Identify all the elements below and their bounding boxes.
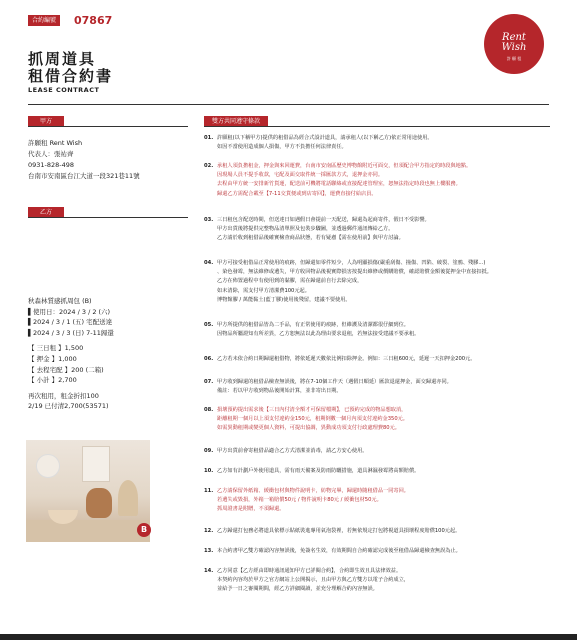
rule-text: 本合約書甲乙雙方確認內容無誤後，免簽名生效，有效期間自合約確認完成後至租借品歸還檢查無誤為止。 — [217, 548, 461, 554]
rule-text: 乙方歸還打包務必將道具依標示貼紙裝進專用氣泡袋裡，若無依規定打包將視道具損壞程度賠償100元起。 — [217, 528, 461, 534]
rule-text: 乙方若未依合約日期歸還租借物，將依延遲天數依比例扣除押金。例如：三日租600元，延遲一天扣押金200元。 — [217, 356, 476, 362]
rule-number: 13. — [204, 548, 214, 554]
rule-text: 甲方可接受租借品正常使用的痕跡，但歸還如零件短少，人為明顯損傷(嚴重刮傷、撞傷、凹陷、破裂、塗鴉、殘膠...) 、染色發霉，無法維修或遺失，甲方收回物品後視實際損害按提出維修或價購賠償，確認賠償金額後從押金中直接扣抵。 乙方在佈置過程中有使用到的黏膠，需在歸還前自行去除完成， 如未清除，需支付甲方清潔費100元起。 博物館膠 / 萬能黏土(藍丁膠)使用後殘留，建議不要使用。 — [217, 260, 492, 303]
rule-text: 乙方同意【乙方經由即時通訊通知甲方已詳閱合約】，合約即生效且具法律效益。 本契約內容均於甲方之官方網站上公開揭示，且由甲方與乙方雙方以電子合約成立， 並給予一日之審閱期間，經乙方詳細閱讀，並充分理解合約內容無誤。 — [217, 568, 409, 593]
party-a-divider — [28, 126, 188, 127]
rule-text: 損壞預約提出需求後【三日內付清全額才可保留檔期】，已預約完成的物品想取消， 距離租期一個月以上須支付違約金150元，租期倒數一個月內須支付違約金350元。 如需異動租期或變更個人資料，可提出協調，異動成功須支付行政處理費80元。 — [217, 407, 408, 432]
party-b-info — [28, 296, 114, 412]
logo-text-chinese: 許 願 租 — [506, 56, 522, 61]
rule-item — [204, 355, 550, 364]
rule-item — [204, 321, 550, 339]
rule-text: 乙方如有計劃戶外使用道具，需有雨天備案及防雨防曬措施，道具淋濕發霉將高額賠償。 — [217, 468, 420, 474]
rule-number: 09. — [204, 448, 214, 454]
rule-text: 許願租(以下稱甲方)提供的租借品為經合式設計道具，請承租人(以下稱乙方)依正常用途使用。 如因不當使用造成個人損傷，甲方不負擔任何法律責任。 — [217, 135, 433, 151]
rule-number: 10. — [204, 468, 214, 474]
rule-text: 甲方收到歸還的租借品檢查無誤後，將在7-10個工作天（遇假日順延）匯款退還押金，面交歸還亦同。 備註：若以甲方收到物品後開始計算，並非寄出日期。 — [217, 379, 452, 395]
photo-floor-mat — [26, 520, 150, 542]
rule-number: 04. — [204, 260, 214, 266]
rule-text: 乙方請保留外紙箱、緩衝包材與物件說明卡，紡物完畢，歸還時隨租借品一同寄回。 若遺失或毀損，外箱一箱賠償50元 / 物件說明卡80元 / 緩衝包材50元。 抓周證書是附贈，不須歸還。 — [217, 488, 409, 513]
contract-number: 07867 — [74, 14, 113, 27]
rule-number: 01. — [204, 135, 214, 141]
rule-number: 08. — [204, 407, 214, 413]
document-title: 抓周道具 — [28, 50, 97, 68]
rent-wish-logo — [484, 14, 544, 74]
header-divider — [28, 104, 549, 105]
rule-text: 承租人須負擔租金，押金與來回運費，台南市安南區歷史博物館附近可面交，但須配合甲方指定的時段與地點。 因現場人員不提手收款，宅配及面交取件統一採匯款方式，退押金亦同。 去程由甲方統一安排新竹貨運，配送前可機將電話聯絡或直接配達管理室，恕無法指定時段也無上樓服務。 歸還乙方需配合載至【7-11交貨便或到店寄回】，運費直接付給店員。 — [217, 163, 472, 197]
rule-text: 甲方所提供的租借品皆為二手品，有正常使用的痕跡，但維護及清潔都很仔細到位。 因物品所屬證知有所差異，乙方恕無法以此為理由要求退租，若無法接受建議不要承租。 — [217, 322, 420, 338]
rule-number: 12. — [204, 528, 214, 534]
rental-set-photo — [26, 440, 150, 542]
footer-bar — [0, 634, 577, 640]
delivery-date: ▌2024 / 3 / 1 (五) 宅配送達 — [28, 318, 113, 327]
rule-item — [204, 467, 550, 476]
photo-dried-plant — [118, 480, 138, 516]
rule-item — [204, 259, 550, 305]
rule-item — [204, 567, 550, 595]
party-a-phone: 0931-828-498 — [28, 161, 75, 169]
rule-number: 07. — [204, 379, 214, 385]
fee-rental: 【 三日租 】1,500 — [28, 344, 84, 353]
rule-number: 03. — [204, 217, 214, 223]
set-letter-badge: B — [137, 523, 151, 537]
document-subtitle: 租借合約書 — [28, 67, 114, 85]
rules-divider — [204, 126, 550, 127]
rule-item — [204, 487, 550, 515]
return-date: ▌2024 / 3 / 3 (日) 7-11歸還 — [28, 328, 114, 337]
rule-text: 甲方出貨前會寄租借品適合乙方式清潔並消毒，請乙方安心使用。 — [217, 448, 368, 454]
rule-text: 三日租包含配送時間，但送達日如遇假日會提前一天配送，歸還為起商寄件，假日不受影響。 甲方出貨後將提供完整物品清單照及包裝步驟圖，並透過郵件通訊傳給乙方。 乙方請於收到租借品後確實檢查商品狀態，若有疑慮【需在使用前】與甲方討論。 — [217, 217, 430, 242]
rule-item — [204, 216, 550, 244]
rule-item — [204, 447, 550, 456]
rule-item — [204, 547, 550, 556]
photo-teddy-bear — [86, 488, 112, 518]
logo-text-wish: Wish — [501, 42, 527, 53]
rule-item — [204, 527, 550, 536]
rule-number: 02. — [204, 163, 214, 169]
rules-tag: 雙方共同遵守條款 — [204, 116, 268, 127]
rule-item — [204, 162, 550, 199]
party-a-representative: 代表人：張祐齊 — [28, 150, 74, 158]
rule-item — [204, 378, 550, 396]
fee-subtotal: 【 小計 】2,700 — [28, 376, 77, 385]
photo-balloon — [36, 454, 60, 478]
fee-shipping: 【 去程宅配 】200 (二箱) — [28, 365, 104, 374]
party-a-tag: 甲方 — [28, 116, 64, 127]
rule-item — [204, 134, 550, 152]
contract-number-tag: 合約編號 — [28, 15, 60, 26]
use-date: ▌使用日：2024 / 3 / 2 (六) — [28, 307, 111, 316]
rule-number: 05. — [204, 322, 214, 328]
payment-note: 2/19 已付清2,700(53571) — [28, 402, 109, 411]
party-b-tag: 乙方 — [28, 207, 64, 218]
fee-deposit: 【 押金 】1,000 — [28, 354, 77, 363]
document-title-en: LEASE CONTRACT — [28, 86, 100, 94]
rule-number: 11. — [204, 488, 214, 494]
party-a-name: 許願租 Rent Wish — [28, 139, 83, 147]
party-b-divider — [28, 217, 188, 218]
party-a-address: 台南市安南區台江大道一段321巷11號 — [28, 172, 140, 180]
logo-text-rent: Rent — [502, 32, 526, 43]
rule-number: 06. — [204, 356, 214, 362]
rule-number: 14. — [204, 568, 214, 574]
photo-wall-banner — [82, 446, 110, 482]
rental-item-name: 秋森林質感抓周包 (B) — [28, 297, 92, 305]
discount-note: 再次租用，租金折扣100 — [28, 391, 99, 400]
rule-item — [204, 406, 550, 434]
party-a-info — [28, 138, 140, 182]
